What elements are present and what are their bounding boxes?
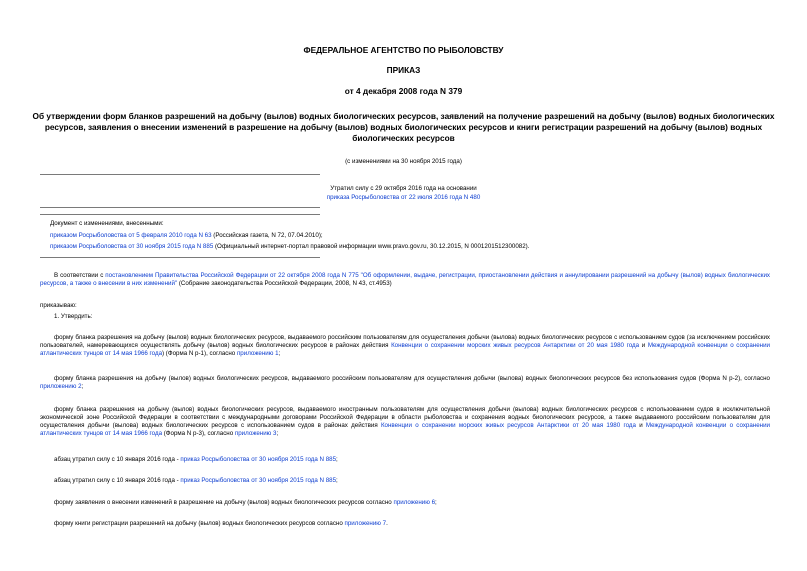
tuna-convention-link[interactable]: Международной конвенции о сохранении атлантических тунцов от 14 мая 1966 года [40, 342, 770, 357]
change-item: приказом Росрыболовства от 30 ноября 2015 года N 885 (Официальный интернет-портал правовой информации www.pravo.gov.ru, 30.12.2015, N 0001201512300082). [50, 243, 530, 250]
amending-order-link[interactable]: приказ Росрыболовства от 30 ноября 2015 года N 885 [180, 477, 337, 484]
form-paragraph: форму бланка разрешения на добычу (вылов) водных биологических ресурсов, выдаваемого российским пользователям для осуществления добычи (вылова) водных биологических ресурсов с использованием судов (за исключением российских пользователей, намеревающихся осуществлять добычу (вылов) водных биологических ресурсов в районах действия Конвенции о сохранении морских живых ресурсов Антарктики от 20 мая 1980 года и Международной конвенции о сохранении атлантических тунцов от 14 мая 1966 года) (Форма N р-1), согласно приложению 1; [40, 334, 770, 357]
change-order-link[interactable]: приказом Росрыболовства от 30 ноября 2015 года N 885 [50, 243, 214, 250]
divider [40, 174, 320, 175]
change-order-link[interactable]: приказом Росрыболовства от 5 февраля 2010 года N 63 [50, 232, 212, 239]
repealed-paragraph: абзац утратил силу с 10 января 2016 года - приказ Росрыболовства от 30 ноября 2015 года N 885; [54, 456, 338, 463]
changes-intro: Документ с изменениями, внесенными: [50, 220, 164, 227]
antarctic-convention-link[interactable]: Конвенции о сохранении морских живых ресурсов Антарктики от 20 мая 1980 года [391, 342, 640, 349]
divider [40, 214, 320, 215]
appendix-link[interactable]: приложению 2 [40, 383, 82, 390]
approve-label: 1. Утвердить: [54, 313, 93, 320]
appendix-link[interactable]: приложению 1 [236, 350, 279, 357]
document-type: ПРИКАЗ [386, 65, 421, 75]
form-paragraph: форму бланка разрешения на добычу (вылов) водных биологических ресурсов, выдаваемого иностранным пользователям для осуществления добычи (вылова) водных биологических ресурсов с использованием судов в исключительной экономической зоне Российской Федерации в соответствии с международными договорами Российской Федерации в области рыболовства и сохранения водных биологических ресурсов, а также выдаваемого российским пользователям для осуществления добычи (вылова) водных биологических ресурсов с использованием судов в районах действия Конвенции о сохранении морских живых ресурсов Антарктики от 20 мая 1980 года и Международной конвенции о сохранении атлантических тунцов от 14 мая 1966 года (Форма N р-3), согласно приложению 3; [40, 406, 770, 437]
amendments-note: (с изменениями на 30 ноября 2015 года) [345, 158, 462, 165]
repealed-paragraph: абзац утратил силу с 10 января 2016 года - приказ Росрыболовства от 30 ноября 2015 года N 885; [54, 477, 338, 484]
government-decree-link[interactable]: постановлением Правительства Российской Федерации от 22 октября 2008 года N 775 "Об оформлении, выдаче, регистрации, приостановлении действия и аннулировании разрешений на добычу (вылов) водных биологических ресурсов, а также о внесении в них изменений" [40, 272, 770, 287]
appendix-link[interactable]: приложению 3 [234, 430, 277, 437]
orders-label: приказываю: [40, 302, 77, 309]
appendix-link[interactable]: приложению 7 [344, 520, 387, 527]
form-paragraph: форму заявления о внесении изменений в разрешение на добычу (вылов) водных биологических ресурсов согласно приложению 6; [54, 499, 437, 506]
tuna-convention-link[interactable]: Международной конвенции о сохранении атлантических тунцов от 14 мая 1966 года [40, 422, 770, 437]
form-paragraph: форму книги регистрации разрешений на добычу (вылов) водных биологических ресурсов согласно приложению 7. [54, 520, 388, 527]
agency-name: ФЕДЕРАЛЬНОЕ АГЕНТСТВО ПО РЫБОЛОВСТВУ [303, 45, 504, 55]
divider [40, 257, 320, 258]
antarctic-convention-link[interactable]: Конвенции о сохранении морских живых ресурсов Антарктики от 20 мая 1980 года [380, 422, 636, 429]
appendix-link[interactable]: приложению 6 [393, 499, 436, 506]
repeal-order-link[interactable]: приказа Росрыболовства от 22 июля 2016 года N 480 [326, 194, 481, 201]
change-item: приказом Росрыболовства от 5 февраля 2010 года N 63 (Российская газета, N 72, 07.04.2010); [50, 232, 323, 239]
document-date: от 4 декабря 2008 года N 379 [344, 86, 463, 96]
repeal-status: Утратил силу с 29 октября 2016 года на основании [330, 185, 477, 192]
document-title: Об утверждении форм бланков разрешений на добычу (вылов) водных биологических ресурсов, заявлений на получение разрешений на добычу (вылов) водных биологических ресурсов, заявления о внесении изменений в разрешение на добычу (вылов) водных биологических ресурсов и книги регистрации разрешений на добычу (вылов) водных биологических ресурсов [32, 111, 775, 143]
divider [40, 207, 320, 208]
preamble: В соответствии с постановлением Правительства Российской Федерации от 22 октября 2008 года N 775 "Об оформлении, выдаче, регистрации, приостановлении действия и аннулировании разрешений на добычу (вылов) водных биологических ресурсов, а также о внесении в них изменений" (Собрание законодательства Российской Федерации, 2008, N 43, ст.4953) [40, 272, 770, 287]
form-paragraph: форму бланка разрешения на добычу (вылов) водных биологических ресурсов, выдаваемого российским пользователям для осуществления добычи (вылова) водных биологических ресурсов без использования судов (Форма N р-2), согласно приложению 2; [40, 375, 770, 390]
amending-order-link[interactable]: приказ Росрыболовства от 30 ноября 2015 года N 885 [180, 456, 337, 463]
